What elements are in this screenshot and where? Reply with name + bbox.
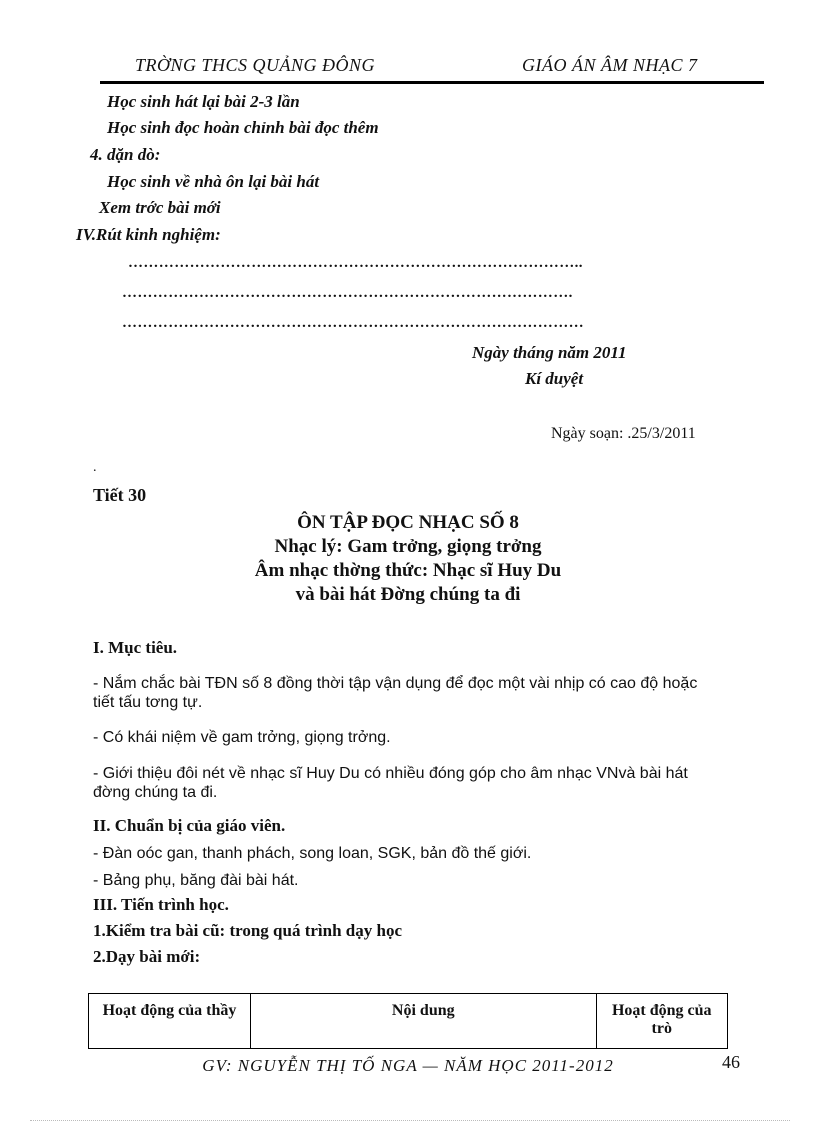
header-subject: GIÁO ÁN ÂM NHẠC 7 bbox=[522, 55, 698, 75]
activity-line-2: Học sinh đọc hoàn chỉnh bài đọc thêm bbox=[107, 118, 379, 137]
homework-line-2: Xem trớc bài mới bbox=[99, 198, 221, 217]
footer-teacher: GV: NGUYỄN THỊ TỐ NGA — NĂM HỌC 2011-2012 bbox=[202, 1056, 614, 1075]
dotted-line-2: ……………………………………………………………………………. bbox=[122, 285, 573, 301]
process-step-1: 1.Kiểm tra bài cũ: trong quá trình dạy học bbox=[93, 921, 403, 940]
page-bottom-rule bbox=[30, 1120, 790, 1121]
homework-heading: 4. dặn dò: bbox=[90, 145, 161, 164]
page-number: 46 bbox=[722, 1052, 740, 1072]
homework-line-1: Học sinh về nhà ôn lại bài hát bbox=[107, 172, 320, 191]
table-header-row bbox=[89, 994, 728, 1049]
objective-3-line-2: đờng chúng ta đi. bbox=[93, 784, 218, 801]
approval-signature: Kí duyệt bbox=[525, 369, 584, 388]
lesson-subtitle-song: và bài hát Đờng chúng ta đi bbox=[295, 584, 521, 605]
approval-date: Ngày tháng năm 2011 bbox=[472, 343, 627, 362]
lesson-plan-table bbox=[88, 993, 728, 1049]
process-step-2: 2.Dạy bài mới: bbox=[93, 947, 201, 966]
activity-line-1: Học sinh hát lại bài 2-3 lần bbox=[107, 92, 300, 111]
objective-3-line-1: - Giới thiệu đôi nét về nhạc sĩ Huy Du có nhiều đóng góp cho âm nhạc VNvà bài hát bbox=[93, 765, 688, 782]
col-teacher-activity: Hoạt động của thầy bbox=[89, 994, 251, 1049]
col-content: Nội dung bbox=[251, 994, 596, 1049]
objective-1-line-1: - Nắm chắc bài TĐN số 8 đồng thời tập vận dụng để đọc một vài nhịp có cao độ hoặc bbox=[93, 675, 698, 692]
experience-heading: IV.Rút kinh nghiệm: bbox=[76, 225, 221, 244]
preparation-heading: II. Chuẩn bị của giáo viên. bbox=[93, 816, 286, 835]
col-student-activity: Hoạt động của trò bbox=[596, 994, 727, 1049]
lesson-subtitle-theory: Nhạc lý: Gam trởng, giọng trởng bbox=[274, 536, 542, 557]
lesson-title: ÔN TẬP ĐỌC NHẠC SỐ 8 bbox=[297, 512, 519, 533]
objective-1-line-2: tiết tấu tơng tự. bbox=[93, 694, 203, 711]
lesson-subtitle-knowledge: Âm nhạc thờng thức: Nhạc sĩ Huy Du bbox=[254, 560, 562, 581]
preparation-item-2: - Bảng phụ, băng đài bài hát. bbox=[93, 872, 299, 889]
period-label: Tiết 30 bbox=[93, 485, 147, 505]
process-heading: III. Tiến trình học. bbox=[93, 895, 229, 914]
preparation-item-1: - Đàn oóc gan, thanh phách, song loan, SGK, bản đồ thế giới. bbox=[93, 845, 532, 862]
dotted-line-3: ……………………………………………………………………………… bbox=[122, 315, 584, 331]
objective-2: - Có khái niệm về gam trởng, giọng trởng. bbox=[93, 729, 391, 746]
stray-dot: . bbox=[93, 460, 97, 475]
dotted-line-1: …………………………………………………………………………….. bbox=[128, 255, 583, 271]
header-school: TRỜNG THCS QUẢNG ĐÔNG bbox=[135, 55, 376, 75]
prep-date: Ngày soạn: .25/3/2011 bbox=[551, 425, 696, 442]
objectives-heading: I. Mục tiêu. bbox=[93, 638, 178, 657]
header-rule bbox=[100, 81, 764, 84]
